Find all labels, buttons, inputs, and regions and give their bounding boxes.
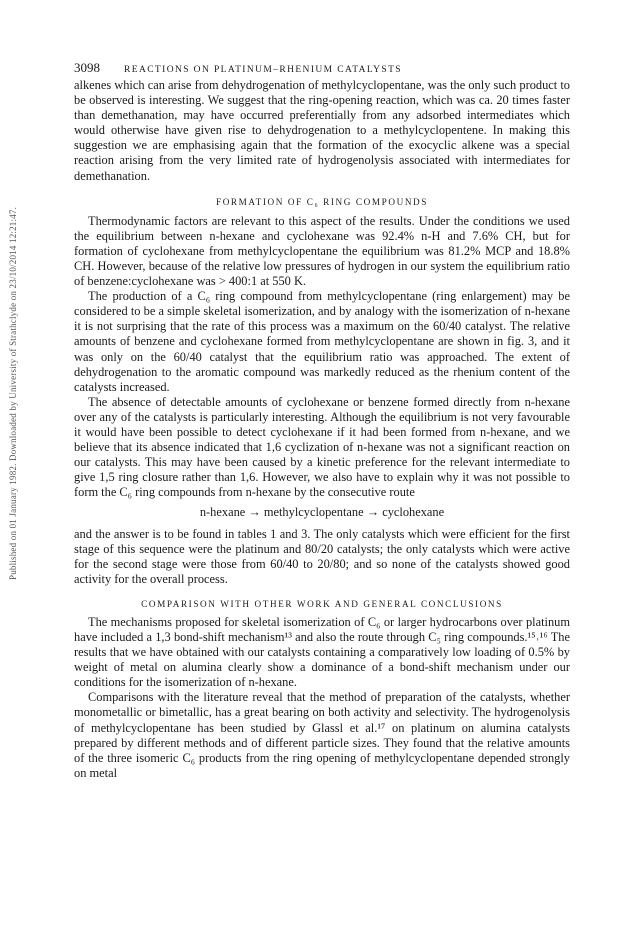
paragraph-5: and the answer is to be found in tables 1 and 3. The only catalysts which were efficient for the first stage of this sequence were the platinum and 80/20 catalysts; the only catalysts which were active for the second stage were those from 60/40 to 20/80; and so none of the catalysts showed good activity for the overall process.: [74, 526, 570, 586]
download-margin-note: [8, 160, 24, 580]
paragraph-4: The absence of detectable amounts of cyclohexane or benzene formed directly from n-hexane over any of the catalysts is particularly interesting. Although the equilibrium is not very favourable it would have been possible to detect cyclohexane if it had been formed from n-hexane, and we believe that its absence indicated that 1,6 cyclization of n-hexane was not a significant reaction on our catalysts. This may have been caused by a kinetic preference for the relevant intermediate to give 1,5 ring closure rather than 1,6. However, we also have to explain why it was not possible to form the C₆ ring compounds from n-hexane by the consecutive route: [74, 394, 570, 500]
paragraph-1: alkenes which can arise from dehydrogenation of methylcyclopentane, was the only such product to be observed is interesting. We suggest that the ring-opening reaction, which was ca. 20 times faster than demethanation, may have occurred preferentially from any adsorbed intermediates which would otherwise have given rise to dehydrogenation to a methylcyclopentene. In making this suggestion we are emphasising again that the formation of the exocyclic alkene was a special reaction arising from the very limited rate of hydrogenolysis associated with intermediates for demethanation.: [74, 78, 570, 183]
page-body: [74, 60, 570, 781]
download-margin-note-text: Published on 01 January 1982. Downloaded by University of Strathclyde on 23/10/2014 12:21:47.: [8, 206, 18, 580]
paragraph-3: The production of a C₆ ring compound from methylcyclopentane (ring enlargement) may be considered to be a simple skeletal isomerization, and by analogy with the isomerization of n-hexane it is not surprising that the rate of this process was a maximum on the 60/40 catalyst. The relative amounts of benzene and cyclohexane formed from methylcyclopentane are shown in fig. 3, and it was only on the 60/40 catalyst that the equilibrium ratio was approached. The extent of dehydrogenation to the aromatic compound was markedly reduced as the rhenium content of the catalysts increased.: [74, 289, 570, 394]
running-title: REACTIONS ON PLATINUM–RHENIUM CATALYSTS: [124, 65, 402, 75]
paragraph-6: The mechanisms proposed for skeletal isomerization of C₆ or larger hydrocarbons over platinum have included a 1,3 bond-shift mechanism¹³ and also the route through C₅ ring compounds.¹⁵˒¹⁶ The results that we have obtained with our catalysts containing a comparatively low loading of 0.5% by weight of metal on alumina clearly show a dominance of a bond-shift mechanism under our conditions for the isomerization of n-hexane.: [74, 614, 570, 690]
page-header: [74, 60, 570, 78]
reaction-scheme: n-hexane → methylcyclopentane → cyclohexane: [199, 505, 445, 520]
section-heading-comparison: COMPARISON WITH OTHER WORK AND GENERAL CONCLUSIONS: [141, 598, 503, 609]
section-heading-c6-ring: FORMATION OF C₆ RING COMPOUNDS: [215, 196, 428, 207]
page-number: 3098: [74, 60, 100, 75]
paragraph-7: Comparisons with the literature reveal that the method of preparation of the catalysts, whether monometallic or bimetallic, has a great bearing on both activity and selectivity. The hydrogenolysis of methylcyclopentane has been studied by Glassl et al.¹⁷ on platinum on alumina catalysts prepared by different methods and of different particle sizes. They found that the relative amounts of the three isomeric C₆ products from the ring opening of methylcyclopentane depended strongly on metal: [74, 690, 570, 780]
paragraph-2: Thermodynamic factors are relevant to this aspect of the results. Under the conditions we used the equilibrium between n-hexane and cyclohexane was 92.4% n-H and 7.6% CH, but for formation of cyclohexane from methylcyclopentane the equilibrium was 81.2% MCP and 18.8% CH. However, because of the relative low pressures of hydrogen in our system the equilibrium ratio of benzene:cyclohexane was > 400:1 at 550 K.: [74, 213, 570, 289]
